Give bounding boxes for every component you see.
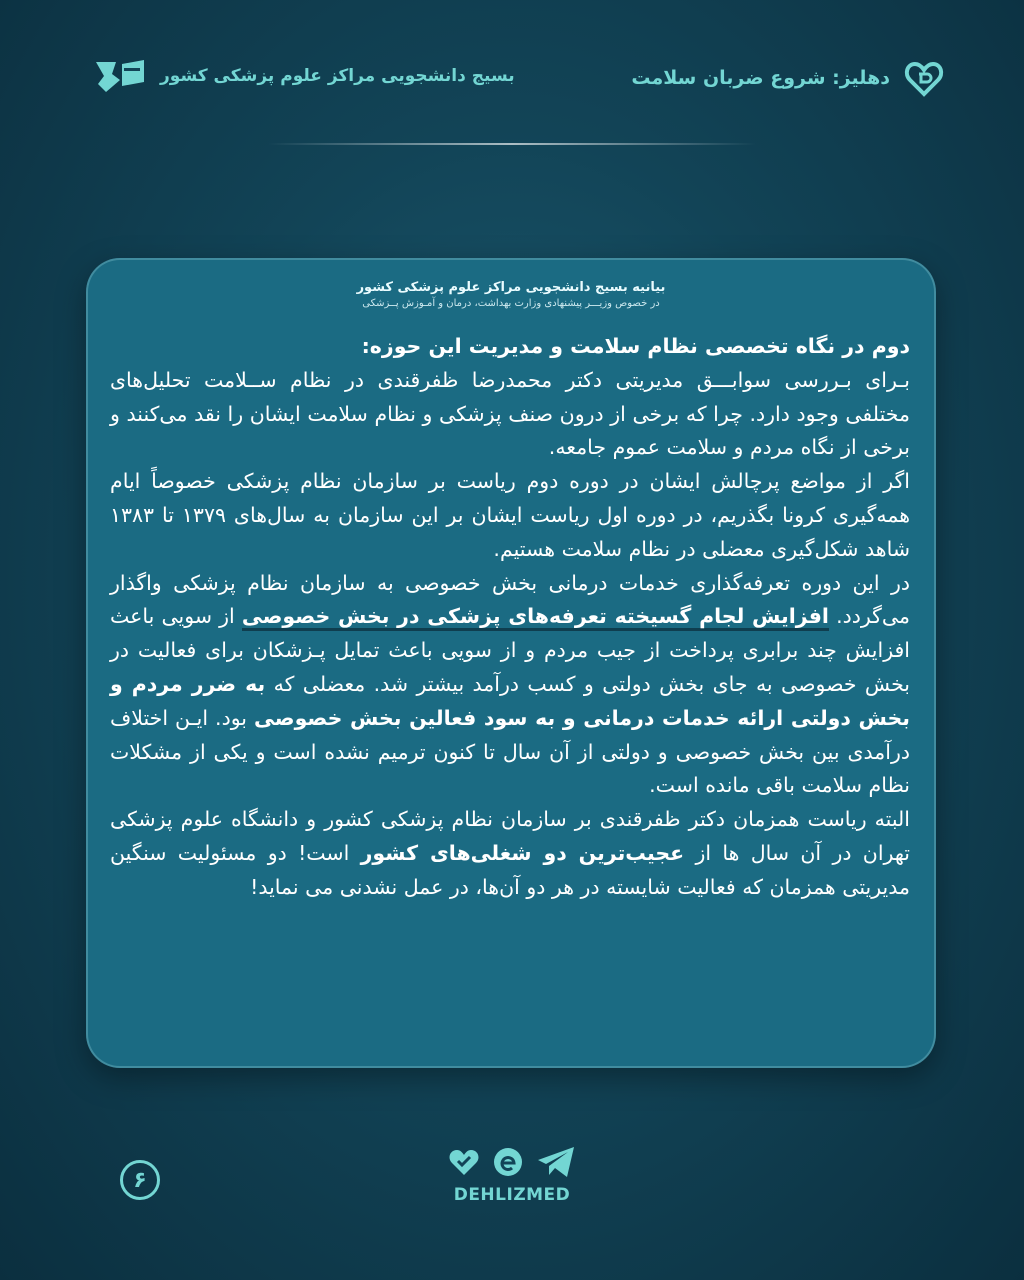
statement-card [86, 258, 936, 1068]
section-heading: دوم در نگاه تخصصی نظام سلامت و مدیریت این حوزه: [361, 334, 910, 358]
paragraph-3 [110, 567, 910, 804]
paragraph-3-end: بود. ایـن اختلاف درآمدی بین بخش خصوصی و دولتی از آن سال تا کنون ترمیم نشده است و یکی از مشکلات نظام سلامت باقی مانده است. [110, 705, 910, 798]
eitaa-heart-icon[interactable] [448, 1146, 480, 1178]
header-divider [268, 143, 756, 145]
basij-brand [92, 54, 515, 98]
paragraph-3-mid: از سویی باعث افزایش چند برابری پرداخت از جیب مردم و از سویی باعث تمایل پـزشکان برای فعالیت در بخش خصوصی به جای بخش دولتی و کسب درآمد بیشتر شد. معضلی که [110, 604, 911, 696]
telegram-icon[interactable] [536, 1145, 576, 1179]
footer-brand: DEHLIZMED [453, 1185, 571, 1205]
basij-logo-icon [92, 54, 148, 98]
card-subtitle: در خصوص وزیـــر پیشنهادی وزارت بهداشت، درمان و آمـوزش پــزشکی [362, 298, 660, 309]
basij-brand-text: بسیج دانشجویی مراکز علوم پزشکی کشور [160, 66, 515, 86]
paragraph-4 [110, 803, 910, 904]
paragraph-1: بـرای بـررسی سوابـــق مدیریتی دکتر محمدرضا ظفرقندی در نظام ســلامت تحلیل‌های مختلفی وجود دارد. چرا که برخی از درون صنف پزشکی و نظام سلامت ایشان را نقد می‌کنند و برخی از نگاه مردم و سلامت عموم جامعه. [110, 367, 910, 460]
footer [442, 1145, 582, 1215]
bold-phrase-2: عجیب‌ترین دو شغلی‌های کشور [360, 840, 685, 865]
highlighted-phrase: افزایش لجام گسیخته تعرفه‌های پزشکی در بخش خصوصی [242, 604, 829, 631]
card-title: بیانیه بسیج دانشجویی مراکز علوم پزشکی کشور [356, 280, 666, 295]
dehliz-brand [631, 58, 944, 98]
paragraph-3-start: در این دوره تعرفه‌گذاری خدمات درمانی بخش خصوصی به سازمان نظام پزشکی واگذار می‌گردد. [110, 570, 910, 629]
heart-logo-icon [904, 58, 944, 98]
card-body [110, 330, 910, 905]
paragraph-2: اگر از مواضع پرچالش ایشان در دوره دوم ریاست بر سازمان نظام پزشکی خصوصاً ایام همه‌گیری کرونا بگذریم، در دوره اول ریاست ایشان بر این سازمان به سال‌های ۱۳۷۹ تا ۱۳۸۳ شاهد شکل‌گیری معضلی در نظام سلامت هستیم. [110, 469, 911, 561]
paragraph-4-start: البته ریاست همزمان دکتر ظفرقندی بر سازمان نظام پزشکی کشور و دانشگاه علوم پزشکی تهران در آن سال ها از [110, 807, 911, 865]
dehliz-brand-text: دهلیز: شروع ضربان سلامت [631, 67, 890, 89]
header [0, 40, 1024, 110]
page-number: ۶ [120, 1160, 160, 1200]
social-icons [442, 1145, 582, 1179]
bold-phrase: به ضرر مردم و بخش دولتی ارائه خدمات درمانی و به سود فعالین بخش خصوصی [110, 671, 910, 730]
eitaa-icon[interactable] [492, 1146, 524, 1178]
paragraph-4-end: است! دو مسئولیت سنگین مدیریتی همزمان که فعالیت شایسته در هر دو آن‌ها، در عمل نشدنی می نماید! [110, 840, 910, 899]
